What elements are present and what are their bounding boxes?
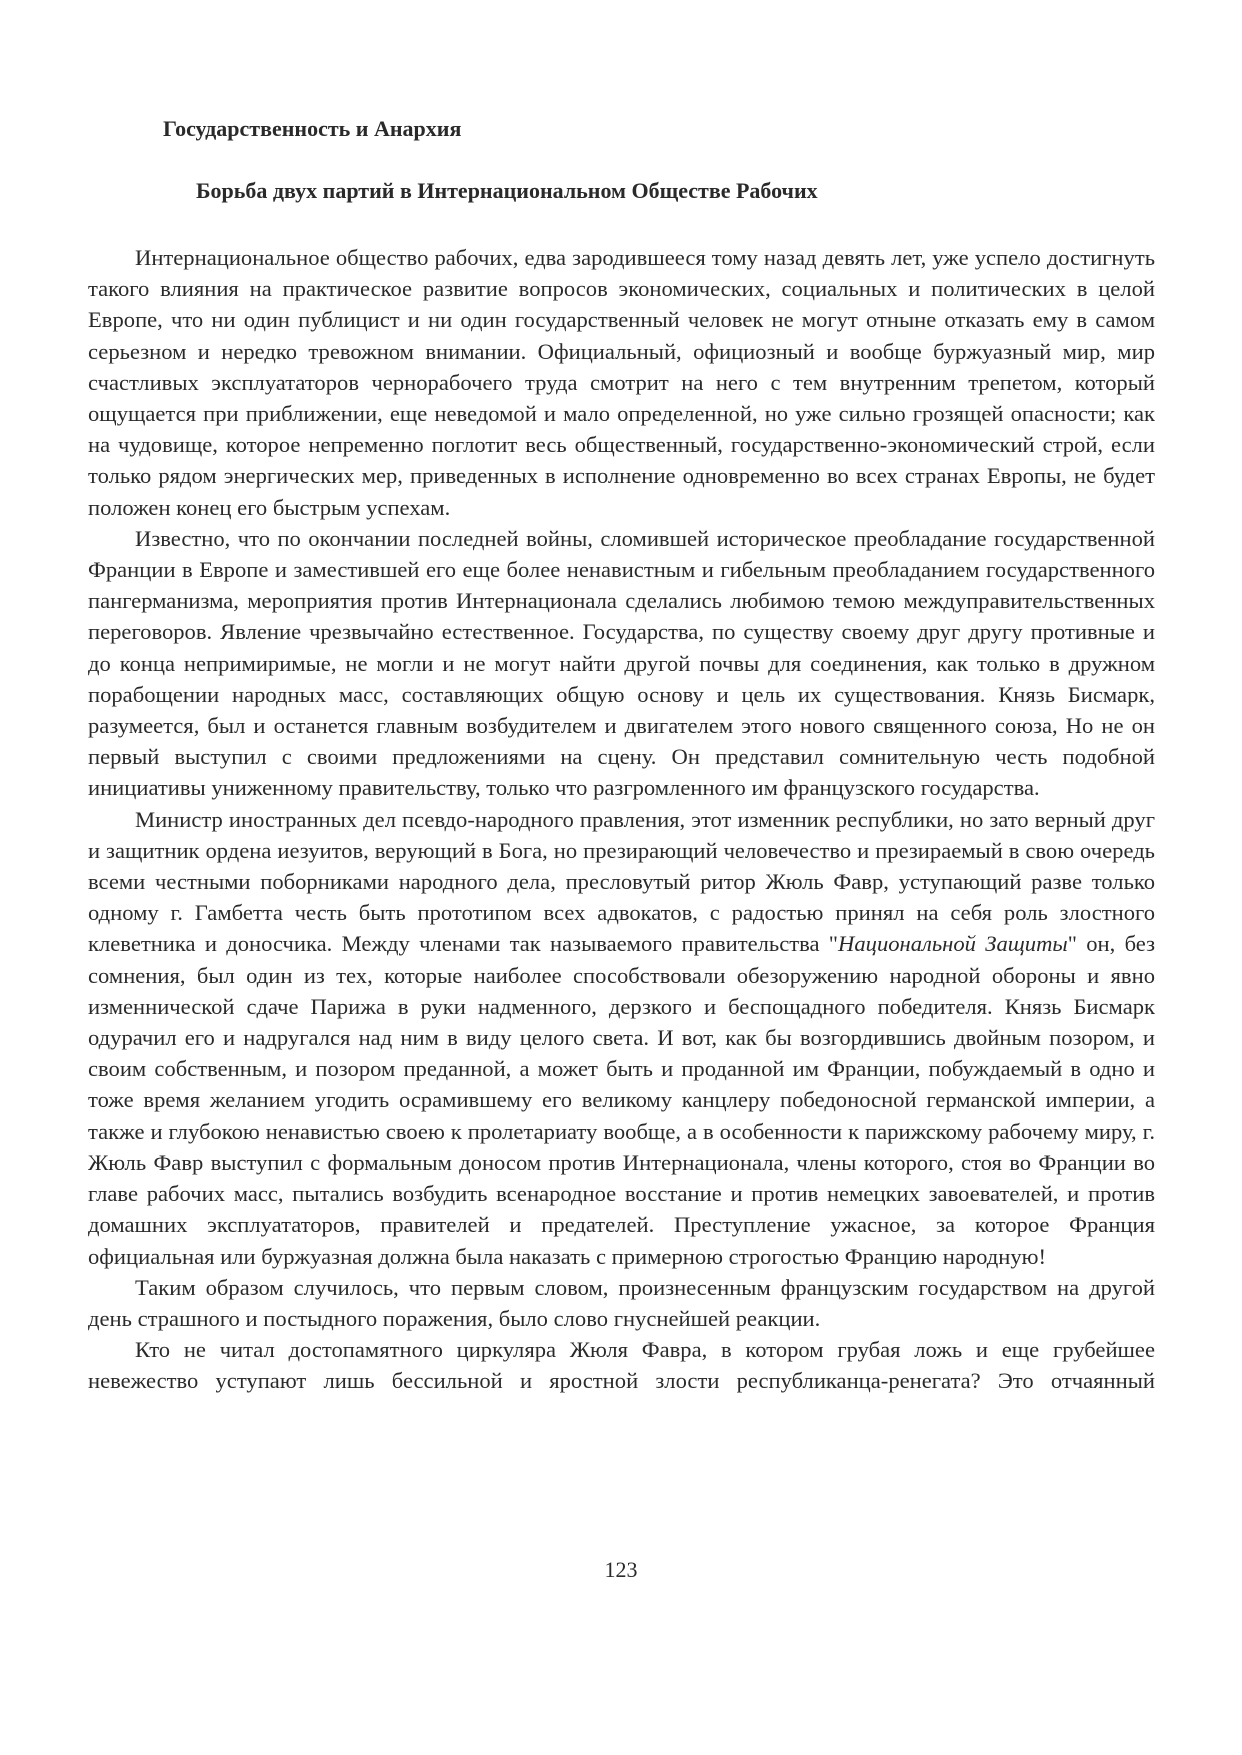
book-title: Государственность и Анархия [163, 116, 462, 141]
paragraph-text: " он, без сомнения, был один из тех, которые наиболее способствовали обезоружению народной обороны и явно изменнической сдаче Парижа в руки надменного, дерзкого и беспощадного победителя. Князь Бисмарк одурачил его и надругался над ним в виду целого света. И вот, как бы возгордившись двойным позором, и своим собственным, и позором преданной, а может быть и проданной им Франции, побуждаемый в одно и тоже время желанием угодить осрамившему его великому канцлеру победоносной германской империи, а также и глубокою ненавистью своею к пролетариату вообще, а в особенности к парижскому рабочему миру, г. Жюль Фавр выступил с формальным доносом против Интернационала, члены которого, стоя во Франции во главе рабочих масс, пытались возбудить всенародное восстание и против немецких завоевателей, и против домашних эксплуататоров, правителей и предателей. Преступление ужасное, за которое Франция официальная или буржуазная должна была наказать с примерною строгостью Францию народную! [88, 931, 1155, 1269]
chapter-title: Борьба двух партий в Интернациональном Обществе Рабочих [196, 178, 818, 203]
paragraph: Кто не читал достопамятного циркуляра Жюля Фавра, в котором грубая ложь и еще грубейшее невежество уступают лишь бессильной и яростной злости республиканца-ренегата? Это отчаянный [88, 1337, 1155, 1394]
paragraph: Известно, что по окончании последней войны, сломившей историческое преобладание государственной Франции в Европе и заместившей его еще более ненавистным и гибельным преобладанием государственного пангерманизма, мероприятия против Интернационала сделались любимою темою междуправительственных переговоров. Явление чрезвычайно естественное. Государства, по существу своему друг другу противные и до конца непримиримые, не могли и не могут найти другой почвы для соединения, как только в дружном порабощении народных масс, составляющих общую основу и цель их существования. Князь Бисмарк, разумеется, был и останется главным возбудителем и двигателем этого нового священного союза, Но не он первый выступил с своими предложениями на сцену. Он представил сомнительную честь подобной инициативы униженному правительству, только что разгромленного им французского государства. [88, 525, 1155, 801]
paragraph [88, 804, 1155, 1272]
italic-phrase: Национальной Защиты [838, 931, 1068, 957]
body-text [88, 242, 1155, 1397]
page-number: 123 [604, 1557, 638, 1582]
paragraph-text: Министр иностранных дел псевдо-народного правления, этот изменник республики, но зато верный друг и защитник ордена иезуитов, верующий в Бога, но презирающий человечество и презираемый в свою очередь всеми честными поборниками народного дела, пресловутый ритор Жюль Фавр, уступающий разве только одному г. Гамбетта честь быть прототипом всех адвокатов, с радостью принял на себя роль злостного клеветника и доносчика. Между членами так называемого правительства " [88, 806, 1155, 957]
paragraph: Таким образом случилось, что первым словом, произнесенным французским государством на другой день страшного и постыдного поражения, было слово гнуснейшей реакции. [88, 1274, 1155, 1331]
paragraph: Интернациональное общество рабочих, едва зародившееся тому назад девять лет, уже успело достигнуть такого влияния на практическое развитие вопросов экономических, социальных и политических в целой Европе, что ни один публицист и ни один государственный человек не могут отныне отказать ему в самом серьезном и нередко тревожном внимании. Официальный, официозный и вообще буржуазный мир, мир счастливых эксплуататоров чернорабочего труда смотрит на него с тем внутренним трепетом, который ощущается при приближении, еще неведомой и мало определенной, но уже сильно грозящей опасности; как на чудовище, которое непременно поглотит весь общественный, государственно-экономический строй, если только рядом энергических мер, приведенных в исполнение одновременно во всех странах Европы, не будет положен конец его быстрым успехам. [88, 245, 1155, 520]
